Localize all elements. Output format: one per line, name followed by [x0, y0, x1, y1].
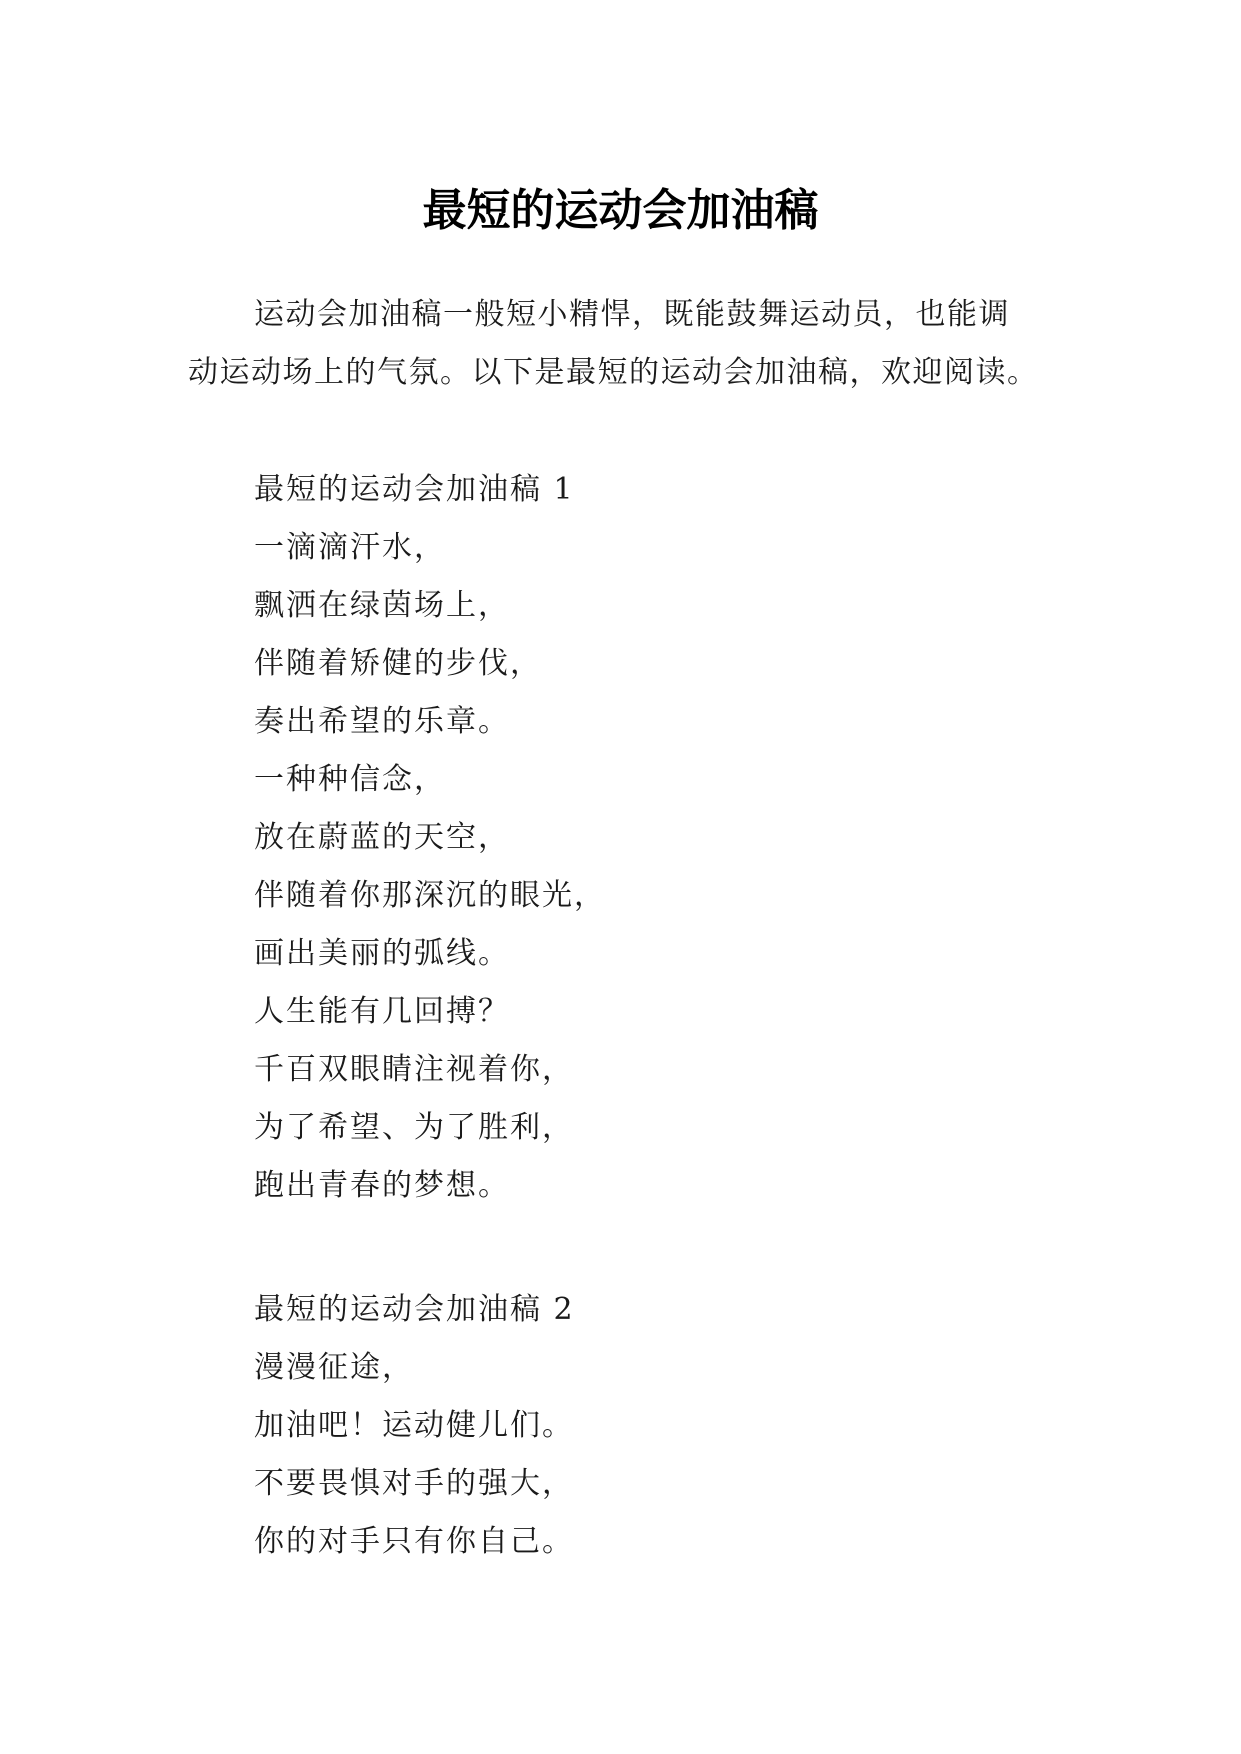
poem-line: 不要畏惧对手的强大， — [254, 1466, 574, 1501]
poem-line: 伴随着你那深沉的眼光， — [254, 878, 606, 913]
poem-line: 奏出希望的乐章。 — [254, 704, 510, 739]
poem-line: 漫漫征途， — [254, 1350, 414, 1385]
speech-section-1 — [254, 461, 1054, 1215]
poem-line: 千百双眼睛注视着你， — [254, 1052, 574, 1087]
poem-line: 为了希望、为了胜利， — [254, 1110, 574, 1145]
speech-section-2 — [254, 1281, 1054, 1571]
poem-line: 画出美丽的弧线。 — [254, 936, 510, 971]
section-heading: 最短的运动会加油稿 2 — [254, 1292, 575, 1327]
poem-line: 一种种信念， — [254, 762, 446, 797]
intro-paragraph — [188, 286, 1056, 402]
poem-line: 你的对手只有你自己。 — [254, 1524, 574, 1559]
poem-line: 伴随着矫健的步伐， — [254, 646, 542, 681]
intro-line: 运动会加油稿一般短小精悍，既能鼓舞运动员，也能调 — [254, 297, 1010, 332]
section-heading: 最短的运动会加油稿 1 — [254, 472, 575, 507]
poem-line: 放在蔚蓝的天空， — [254, 820, 510, 855]
intro-line: 动运动场上的气氛。以下是最短的运动会加油稿，欢迎阅读。 — [188, 355, 1039, 390]
poem-line: 跑出青春的梦想。 — [254, 1168, 510, 1203]
poem-line: 加油吧！运动健儿们。 — [254, 1408, 574, 1443]
poem-line: 一滴滴汗水， — [254, 530, 446, 565]
document-title: 最短的运动会加油稿 — [422, 185, 819, 237]
poem-line: 飘洒在绿茵场上， — [254, 588, 510, 623]
poem-line: 人生能有几回搏？ — [254, 994, 510, 1029]
